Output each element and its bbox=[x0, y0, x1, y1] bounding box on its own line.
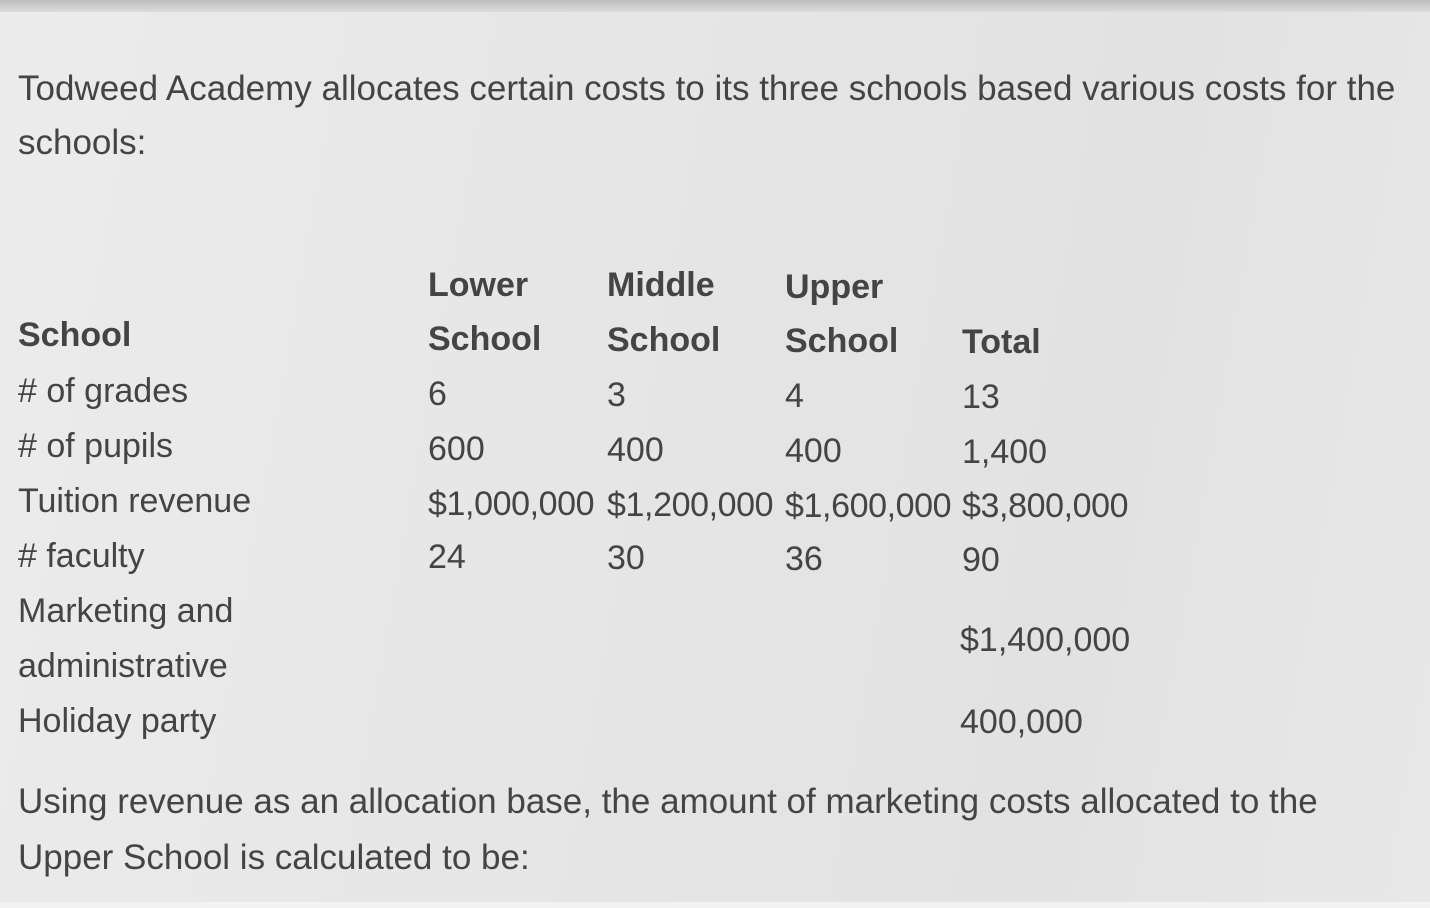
header-total: Total bbox=[962, 323, 1041, 361]
row-label-tuition: Tuition revenue bbox=[18, 482, 252, 520]
row-label-faculty: # faculty bbox=[18, 537, 145, 575]
tuition-upper: $1,600,000 bbox=[785, 487, 952, 525]
faculty-total: 90 bbox=[962, 541, 1000, 579]
header-upper-school: School bbox=[785, 322, 899, 360]
header-middle-school: School bbox=[607, 321, 721, 359]
row-label-marketing-line1: Marketing and bbox=[18, 592, 234, 630]
grades-middle: 3 bbox=[607, 376, 626, 414]
question-text: Using revenue as an allocation base, the amount of marketing costs allocated to the Upper School is calculated to be: bbox=[18, 782, 1318, 877]
top-border bbox=[0, 0, 1430, 12]
pupils-total: 1,400 bbox=[962, 433, 1048, 471]
header-middle-top: Middle bbox=[607, 266, 715, 304]
row-label-holiday: Holiday party bbox=[18, 702, 217, 740]
faculty-lower: 24 bbox=[428, 538, 466, 576]
holiday-total: 400,000 bbox=[960, 703, 1083, 741]
marketing-total: $1,400,000 bbox=[960, 621, 1131, 659]
grades-upper: 4 bbox=[785, 377, 804, 415]
tuition-total: $3,800,000 bbox=[962, 487, 1129, 525]
tuition-lower: $1,000,000 bbox=[428, 485, 595, 523]
row-label-pupils: # of pupils bbox=[18, 427, 173, 465]
header-lower-top: Lower bbox=[428, 266, 529, 304]
grades-total: 13 bbox=[962, 378, 1000, 416]
faculty-upper: 36 bbox=[785, 540, 823, 578]
grades-lower: 6 bbox=[428, 375, 447, 413]
pupils-upper: 400 bbox=[785, 432, 842, 470]
row-label-grades: # of grades bbox=[18, 372, 189, 410]
row-label-marketing-line2: administrative bbox=[18, 647, 228, 685]
intro-text: Todweed Academy allocates certain costs to its three schools based various costs for the schools: bbox=[18, 69, 1396, 162]
header-upper-top: Upper bbox=[785, 268, 884, 306]
pupils-lower: 600 bbox=[428, 430, 485, 468]
bottom-border bbox=[0, 902, 1430, 908]
header-school: School bbox=[18, 316, 132, 354]
pupils-middle: 400 bbox=[607, 431, 664, 469]
tuition-middle: $1,200,000 bbox=[607, 486, 774, 524]
faculty-middle: 30 bbox=[607, 539, 645, 577]
header-lower-school: School bbox=[428, 320, 542, 358]
